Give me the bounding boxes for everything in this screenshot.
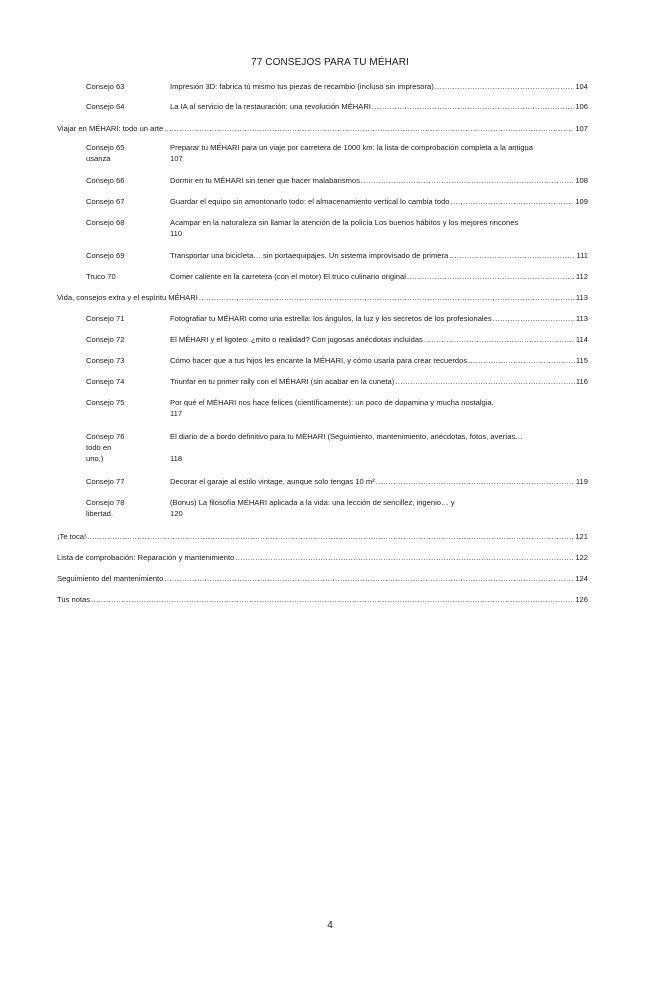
toc-entry-label-continued: libertad. [86,509,114,518]
toc-entry-page: 119 [575,477,588,486]
toc-entry-page: 108 [575,176,588,185]
dot-leader [450,196,574,207]
toc-entry-title: Decorar el garaje al estilo vintage, aunque solo tengas 10 m² [170,477,375,486]
toc-entry-title: Fotografiar tu MÉHARI como una estrella: los ángulos, la luz y los secretos de los profesionales [170,314,492,323]
dot-leader [468,355,575,366]
toc-section-vida[interactable] [57,292,588,303]
toc-entry-title: Guardar el equipo sin amontonarlo todo: el almacenamiento vertical lo cambia todo [170,197,450,206]
dot-leader [407,271,575,282]
toc-entry-consejo-63[interactable] [86,81,588,92]
toc-entry-label: Consejo 72 [86,335,125,344]
toc-entry-page: 116 [575,377,588,386]
toc-entry-consejo-67[interactable] [86,196,588,207]
toc-entry-page: 114 [575,335,588,344]
toc-entry-title: Dormir en tu MÉHARI sin tener que hacer malabarismos [170,176,360,185]
toc-section-title: Tus notas [57,595,91,604]
toc-section-tus-notas[interactable] [57,594,588,605]
toc-section-viajar[interactable] [57,123,588,134]
toc-entry-consejo-64[interactable] [86,101,588,112]
toc-section-title: Viajar en MÉHARI: todo un arte [57,124,164,133]
toc-entry-consejo-77[interactable] [86,476,588,487]
toc-section-title: ¡Te toca! [57,532,87,541]
toc-entry-page: 120 [170,509,183,518]
toc-entry-consejo-65[interactable] [86,142,606,164]
toc-section-title: Seguimiento del mantenimiento [57,574,164,583]
toc-entry-consejo-72[interactable] [86,334,588,345]
toc-entry-page: 104 [575,82,588,91]
toc-entry-label: Consejo 71 [86,314,125,323]
toc-entry-label-continued: todo en [86,443,112,452]
toc-section-page: 124 [575,574,588,583]
toc-entry-consejo-71[interactable] [86,313,588,324]
toc-entry-label: Consejo 78 [86,498,125,507]
toc-entry-label: Consejo 64 [86,102,125,111]
toc-section-seguimiento[interactable] [57,573,588,584]
toc-entry-title: El diario de a bordo definitivo para tu MÉHARI (Seguimiento, mantenimiento, anécdotas, fotos, averías… [170,432,523,441]
toc-entry-title: Comer caliente en la carretera (con el motor) El truco culinario original [170,272,406,281]
toc-entry-title: La IA al servicio de la restauración: una revolución MÉHARI [170,102,371,111]
dot-leader [164,573,574,584]
toc-entry-consejo-69[interactable] [86,250,588,261]
toc-entry-page: 107 [170,154,183,163]
dot-leader [435,81,575,92]
toc-entry-consejo-73[interactable] [86,355,588,366]
toc-entry-label: Truco 70 [86,272,116,281]
toc-entry-title: (Bonus) La filosofía MÉHARI aplicada a la vida: una lección de sencillez, ingenio… y [170,498,455,507]
toc-section-title: Lista de comprobación: Reparación y mantenimiento [57,553,235,562]
toc-entry-page: 113 [575,314,588,323]
toc-entry-label-continued: uno.) [86,454,104,463]
toc-entry-title: Preparar tu MÉHARI para un viaje por carretera de 1000 km: la lista de comprobación completa a la antigua [170,143,534,152]
toc-entry-label: Consejo 68 [86,218,125,227]
toc-entry-label: Consejo 77 [86,477,125,486]
toc-section-page: 126 [575,595,588,604]
toc-entry-label: Consejo 74 [86,377,125,386]
toc-entry-label-continued: usanza [86,154,111,163]
toc-section-page: 121 [575,532,588,541]
dot-leader [372,101,574,112]
toc-entry-page: 115 [575,356,588,365]
toc-entry-title: Acampar en la naturaleza sin llamar la atención de la policía Los buenos hábitos y los mejores rincones [170,218,519,227]
dot-leader [424,334,575,345]
toc-entry-title: Triunfar en tu primer rally con el MÉHARI (sin acabar en la cuneta) [170,377,395,386]
toc-entry-label: Consejo 75 [86,398,125,407]
dot-leader [449,250,575,261]
toc-entry-label: Consejo 65 [86,143,125,152]
toc-entry-consejo-66[interactable] [86,175,588,186]
toc-entry-page: 110 [170,229,183,238]
toc-entry-truco-70[interactable] [86,271,588,282]
toc-entry-label: Consejo 73 [86,356,125,365]
dot-leader [361,175,574,186]
toc-entry-page: 106 [575,102,588,111]
toc-section-page: 107 [575,124,588,133]
toc-entry-label: Consejo 76 [86,432,125,441]
toc-entry-label: Consejo 66 [86,176,125,185]
toc-entry-page: 109 [575,197,588,206]
toc-section-page: 122 [575,553,588,562]
toc-entry-title: Transportar una bicicleta… sin portaequipajes. Un sistema improvisado de primera [170,251,449,260]
dot-leader [164,123,574,134]
dot-leader [493,313,575,324]
toc-entry-page: 111 [576,251,588,260]
toc-section-title: Vida, consejos extra y el espíritu MÉHARI [57,293,198,302]
toc-entry-page: 118 [170,454,183,463]
toc-section-te-toca[interactable] [57,531,588,542]
toc-entry-title: Por qué el MÉHARI nos hace felices (científicamente): un poco de dopamina y mucha nostalgia. [170,398,494,407]
toc-entry-title: Cómo hacer que a tus hijos les encante la MÉHARI, y cómo usarla para crear recuerdos [170,356,468,365]
dot-leader [199,292,575,303]
dot-leader [376,476,575,487]
toc-section-lista[interactable] [57,552,588,563]
toc-entry-page: 117 [170,409,183,418]
toc-entry-consejo-75[interactable] [86,397,588,419]
toc-entry-page: 112 [575,272,588,281]
page-title: 77 CONSEJOS PARA TU MÉHARI [251,57,409,68]
dot-leader [91,594,574,605]
toc-entry-title: Impresión 3D: fabrica tú mismo tus piezas de recambio (incluso sin impresora) [170,82,434,91]
page-number: 4 [327,920,333,931]
toc-entry-consejo-76[interactable] [86,431,588,464]
dot-leader [87,531,574,542]
dot-leader [395,376,575,387]
toc-entry-consejo-68[interactable] [86,217,588,239]
toc-entry-consejo-78[interactable] [86,497,588,519]
toc-section-page: 113 [575,293,588,302]
toc-entry-title: El MÉHARI y el ligoteo: ¿mito o realidad? Con jugosas anécdotas incluidas [170,335,423,344]
toc-entry-label: Consejo 69 [86,251,125,260]
toc-entry-label: Consejo 67 [86,197,125,206]
dot-leader [235,552,574,563]
toc-entry-consejo-74[interactable] [86,376,588,387]
toc-entry-label: Consejo 63 [86,82,125,91]
